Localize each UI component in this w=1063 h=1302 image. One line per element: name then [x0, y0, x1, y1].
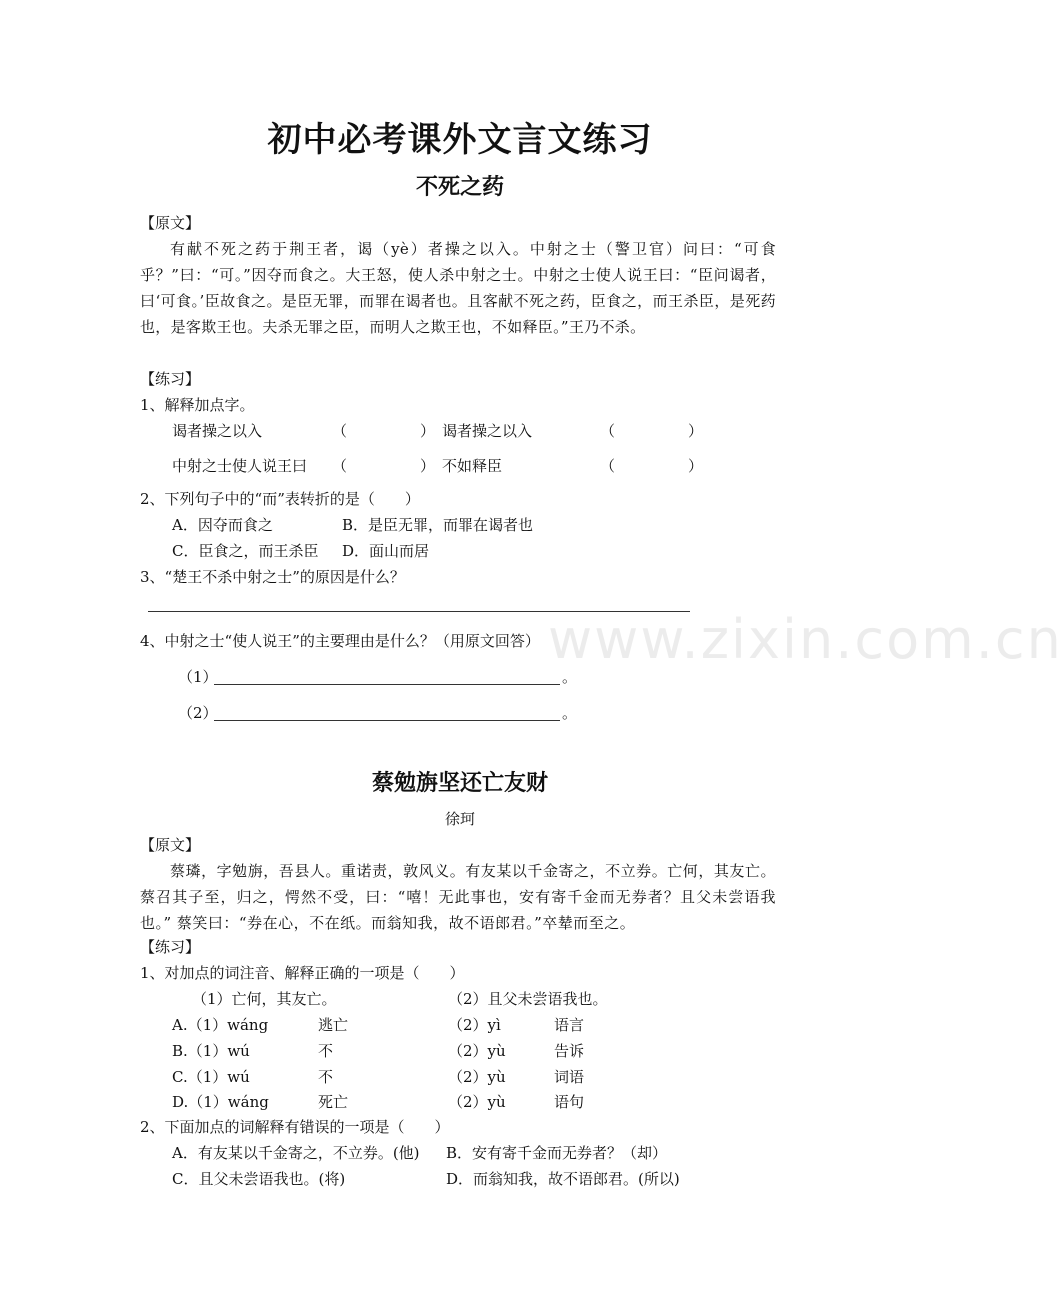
- s2-q2: 2、下面加点的词解释有错误的一项是（ ）: [140, 1118, 450, 1136]
- s2-q1-row-a-col1: A.（1）wáng: [172, 1016, 269, 1034]
- page-title: 初中必考课外文言文练习: [267, 120, 653, 160]
- s2-q2-option-a: A．有友某以千金寄之，不立券。(他): [172, 1144, 420, 1162]
- s1-q1-paren-close: ）: [420, 457, 436, 475]
- s2-q1-row-d-col3: （2）yù: [448, 1093, 506, 1111]
- s1-q1-item: 谒者操之以入: [442, 422, 533, 440]
- s1-q1-paren-close: ）: [688, 457, 704, 475]
- s2-q1: 1、对加点的词注音、解释正确的一项是（ ）: [140, 964, 465, 982]
- s1-q1-paren-open: （: [600, 422, 616, 440]
- s2-q1-row-c-col1: C.（1）wú: [172, 1068, 250, 1086]
- s1-q1-item: 不如释臣: [442, 457, 503, 475]
- s2-q1-row-d-col4: 语句: [554, 1093, 585, 1111]
- s2-q1-row-b-col2: 不: [318, 1042, 334, 1060]
- s2-q1-row-a-col4: 语言: [554, 1016, 585, 1034]
- s1-q1-paren-open: （: [600, 457, 616, 475]
- s1-q4-label-1: （1）: [178, 668, 218, 686]
- s1-q4-answer-line-1[interactable]: [214, 684, 560, 685]
- s2-q1-row-d-col2: 死亡: [318, 1093, 349, 1111]
- s1-q4: 4、中射之士“使人说王”的主要理由是什么？（用原文回答）: [140, 632, 540, 650]
- s2-q1-row-c-col3: （2）yù: [448, 1068, 506, 1086]
- s1-q3-answer-line[interactable]: [148, 611, 690, 612]
- s1-q1-paren-close: ）: [420, 422, 436, 440]
- s2-q1-row-b-col3: （2）yù: [448, 1042, 506, 1060]
- s2-q1-header-2: （2）且父未尝语我也。: [448, 990, 608, 1008]
- s1-q4-end-2: 。: [562, 704, 578, 722]
- s2-q1-row-d-col1: D.（1）wáng: [172, 1093, 269, 1111]
- section1-original-label: 【原文】: [140, 214, 201, 232]
- s2-q1-row-c-col2: 不: [318, 1068, 334, 1086]
- s2-q1-row-c-col4: 词语: [554, 1068, 585, 1086]
- s1-q2-option-c: C．臣食之，而王杀臣: [172, 542, 319, 560]
- s1-q1-paren-open: （: [332, 422, 348, 440]
- s1-q1-paren-close: ）: [688, 422, 704, 440]
- watermark: www.zixin.com.cn: [548, 608, 1063, 671]
- s1-q4-end-1: 。: [562, 668, 578, 686]
- s1-q1: 1、解释加点字。: [140, 396, 255, 414]
- s1-q4-label-2: （2）: [178, 704, 218, 722]
- section1-exercise-label: 【练习】: [140, 370, 201, 388]
- section1-title: 不死之药: [415, 175, 504, 200]
- s1-q2-option-b: B．是臣无罪，而罪在谒者也: [342, 516, 534, 534]
- s1-q1-item: 中射之士使人说王曰: [172, 457, 308, 475]
- section2-exercise-label: 【练习】: [140, 938, 201, 956]
- s2-q1-row-b-col4: 告诉: [554, 1042, 585, 1060]
- s1-q4-answer-line-2[interactable]: [214, 720, 560, 721]
- s2-q1-header-1: （1）亡何，其友亡。: [192, 990, 337, 1008]
- s2-q2-option-c: C．且父未尝语我也。(将): [172, 1170, 346, 1188]
- s1-q1-paren-open: （: [332, 457, 348, 475]
- s2-q2-option-b: B．安有寄千金而无券者？（却）: [446, 1144, 668, 1162]
- s1-q2-option-a: A．因夺而食之: [172, 516, 273, 534]
- s1-q1-item: 谒者操之以入: [172, 422, 263, 440]
- s2-q1-row-a-col2: 逃亡: [318, 1016, 349, 1034]
- section2-original-label: 【原文】: [140, 836, 201, 854]
- section2-original-text: 蔡璘，字勉旃，吾县人。重诺责，敦风义。有友某以千金寄之，不立券。亡何，其友亡。蔡召其子至，归之，愕然不受，曰：“嘻！无此事也，安有寄千金而无券者？且父未尝语我也。” 蔡笑曰：“券在心，不在纸。而翁知我，故不语郎君。”卒辇而至之。: [140, 862, 776, 932]
- s1-q3: 3、“楚王不杀中射之士”的原因是什么？: [140, 568, 405, 586]
- s1-q2-option-d: D．面山而居: [342, 542, 430, 560]
- s1-q2: 2、下列句子中的“而”表转折的是（ ）: [140, 490, 420, 508]
- section1-original-text: 有献不死之药于荆王者，谒（yè）者操之以入。中射之士（警卫官）问曰：“可食乎？”曰：“可。”因夺而食之。大王怒，使人杀中射之士。中射之士使人说王曰：“臣问谒者，曰‘可食。’臣故食之。是臣无罪，而罪在谒者也。且客献不死之药，臣食之，而王杀臣，是死药也，是客欺王也。夫杀无罪之臣，而明人之欺王也，不如释臣。”王乃不杀。: [140, 240, 776, 336]
- s2-q1-row-a-col3: （2）yì: [448, 1016, 501, 1034]
- s2-q2-option-d: D．而翁知我，故不语郎君。(所以): [446, 1170, 680, 1188]
- section2-title: 蔡勉旃坚还亡友财: [371, 771, 548, 796]
- s2-q1-row-b-col1: B.（1）wú: [172, 1042, 250, 1060]
- section2-author: 徐珂: [444, 810, 475, 828]
